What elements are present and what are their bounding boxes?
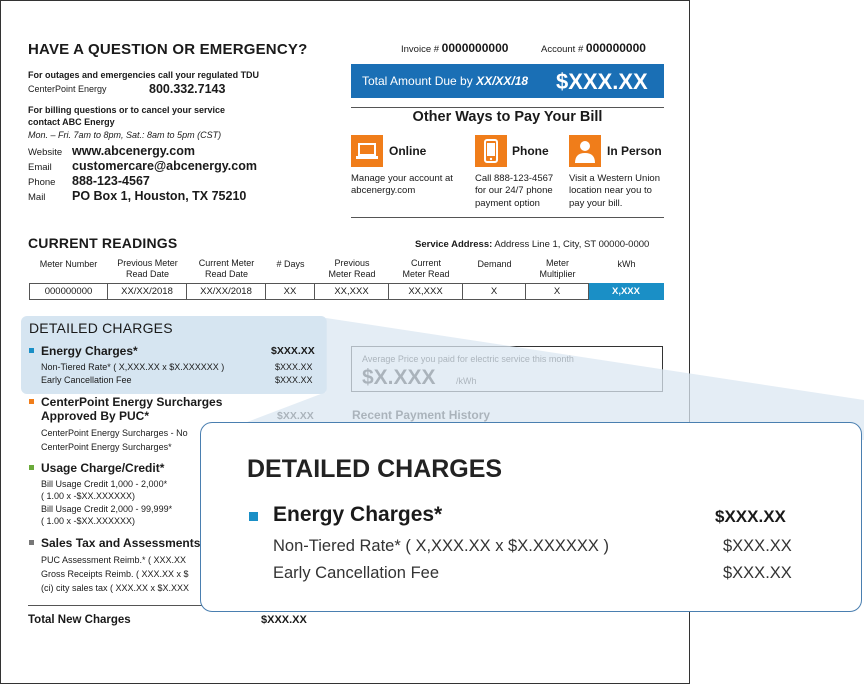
total-due-amount: $XXX.XX [556,69,648,94]
total-due-label: Total Amount Due by [362,74,473,88]
pay-phone-desc-3: payment option [475,198,540,209]
zoom-energy-bullet-icon [249,512,258,521]
zoom-energy-line-1-amount: $XXX.XX [723,537,792,555]
pay-in-person-title[interactable]: In Person [607,144,662,158]
charges-heading: DETAILED CHARGES [29,320,173,336]
tax-title: Sales Tax and Assessments [41,536,201,550]
pay-in-person-desc-2: location near you to [569,185,652,196]
account-value: 000000000 [585,41,646,55]
col-prev-read-date: Previous Meter Read Date [117,258,178,279]
service-address-value: Address Line 1, City, ST 00000-0000 [494,239,650,250]
phone-value: 888-123-4567 [72,174,150,188]
website-value[interactable]: www.abcenergy.com [72,144,195,158]
col-curr-meter-read: Current Meter Read [402,258,450,279]
cell-meter-number: 000000000 [29,283,108,300]
cell-multiplier: X [526,283,589,300]
email-value[interactable]: customercare@abcenergy.com [72,159,257,173]
energy-line-1-amount: $XXX.XX [275,362,313,372]
pay-online-desc-2[interactable]: abcenergy.com [351,185,416,196]
billing-line-1: For billing questions or to cancel your service [28,105,226,115]
pay-online-title[interactable]: Online [389,144,427,158]
tdu-phone: 800.332.7143 [149,82,226,96]
pay-heading-text: Other Ways to Pay Your Bill [407,109,609,125]
readings-heading: CURRENT READINGS [28,235,178,251]
contact-heading: HAVE A QUESTION OR EMERGENCY? [28,41,308,58]
cell-demand: X [463,283,526,300]
tdu-name: CenterPoint Energy [28,84,107,94]
outage-line: For outages and emergencies call your regulated TDU [28,70,260,80]
tax-line-3: (ci) city sales tax ( XXX.XX x $X.XXX [41,583,190,593]
invoice-label: Invoice # [401,44,440,55]
cp-line-1: CenterPoint Energy Surcharges - No [41,428,188,438]
billing-hours: Mon. – Fri. 7am to 8pm, Sat.: 8am to 5pm (CST) [28,130,222,140]
billing-line-2: contact ABC Energy [28,117,115,127]
col-curr-read-date: Current Meter Read Date [198,258,255,279]
cp-line-2: CenterPoint Energy Surcharges* [41,442,172,452]
service-address-label: Service Address: [415,239,493,250]
due-date: XX/XX/18 [476,74,529,88]
usage-title: Usage Charge/Credit* [41,461,165,475]
cp-title-1: CenterPoint Energy Surcharges [41,395,223,409]
col-prev-meter-read: Previous Meter Read [328,258,376,279]
mail-value: PO Box 1, Houston, TX 75210 [72,189,247,203]
col-kwh: kWh [617,259,636,269]
usage-line-3: Bill Usage Credit 2,000 - 99,999* [41,504,173,514]
col-days: # Days [276,259,305,269]
zoom-energy-line-1: Non-Tiered Rate* ( X,XXX.XX x $X.XXXXXX ) [273,537,609,555]
energy-amount: $XXX.XX [271,345,315,357]
energy-line-2: Early Cancellation Fee [41,375,132,385]
email-label: Email [28,162,52,173]
website-label: Website [28,147,63,158]
cell-prev-read-date: XX/XX/2018 [108,283,187,300]
tax-line-1: PUC Assessment Reimb.* ( XXX.XX [41,555,187,565]
total-new-charges-amount: $XXX.XX [261,614,307,626]
cell-curr-read-date: XX/XX/2018 [187,283,266,300]
pay-phone-title[interactable]: Phone [512,144,549,158]
cell-kwh: X,XXX [589,283,664,300]
pay-phone-desc-2: for our 24/7 phone [475,185,553,196]
phone-label: Phone [28,177,56,188]
invoice-value: 0000000000 [441,41,509,55]
usage-line-2: ( 1.00 x -$XX.XXXXXX) [41,491,136,501]
energy-line-2-amount: $XXX.XX [275,375,313,385]
zoom-energy-line-2: Early Cancellation Fee [273,564,439,582]
cell-prev-meter-read: XX,XXX [315,283,389,300]
zoom-energy-title: Energy Charges* [273,503,443,526]
cp-title-2: Approved By PUC* [41,409,150,423]
col-multiplier: Meter Multiplier [539,258,576,279]
pay-online-desc-1: Manage your account at [351,173,453,184]
cell-days: XX [266,283,315,300]
col-demand: Demand [477,259,512,269]
tax-line-2: Gross Receipts Reimb. ( XXX.XX x $ [41,569,189,579]
zoom-callout [200,422,862,612]
energy-title: Energy Charges* [41,344,138,358]
zoom-heading: DETAILED CHARGES [247,455,503,483]
account-label: Account # [541,44,584,55]
usage-line-1: Bill Usage Credit 1,000 - 2,000* [41,479,168,489]
pay-in-person-desc-1: Visit a Western Union [569,173,660,184]
pay-in-person-desc-3: pay your bill. [569,198,623,209]
energy-line-1: Non-Tiered Rate* ( X,XXX.XX x $X.XXXXXX ) [41,362,225,372]
col-meter-number: Meter Number [39,259,98,269]
total-new-charges-label: Total New Charges [28,614,131,626]
mail-label: Mail [28,192,46,203]
usage-line-4: ( 1.00 x -$XX.XXXXXX) [41,516,136,526]
zoom-energy-amount: $XXX.XX [715,507,786,526]
pay-phone-desc-1: Call 888-123-4567 [475,173,554,184]
cell-curr-meter-read: XX,XXX [389,283,463,300]
zoom-energy-line-2-amount: $XXX.XX [723,564,792,582]
